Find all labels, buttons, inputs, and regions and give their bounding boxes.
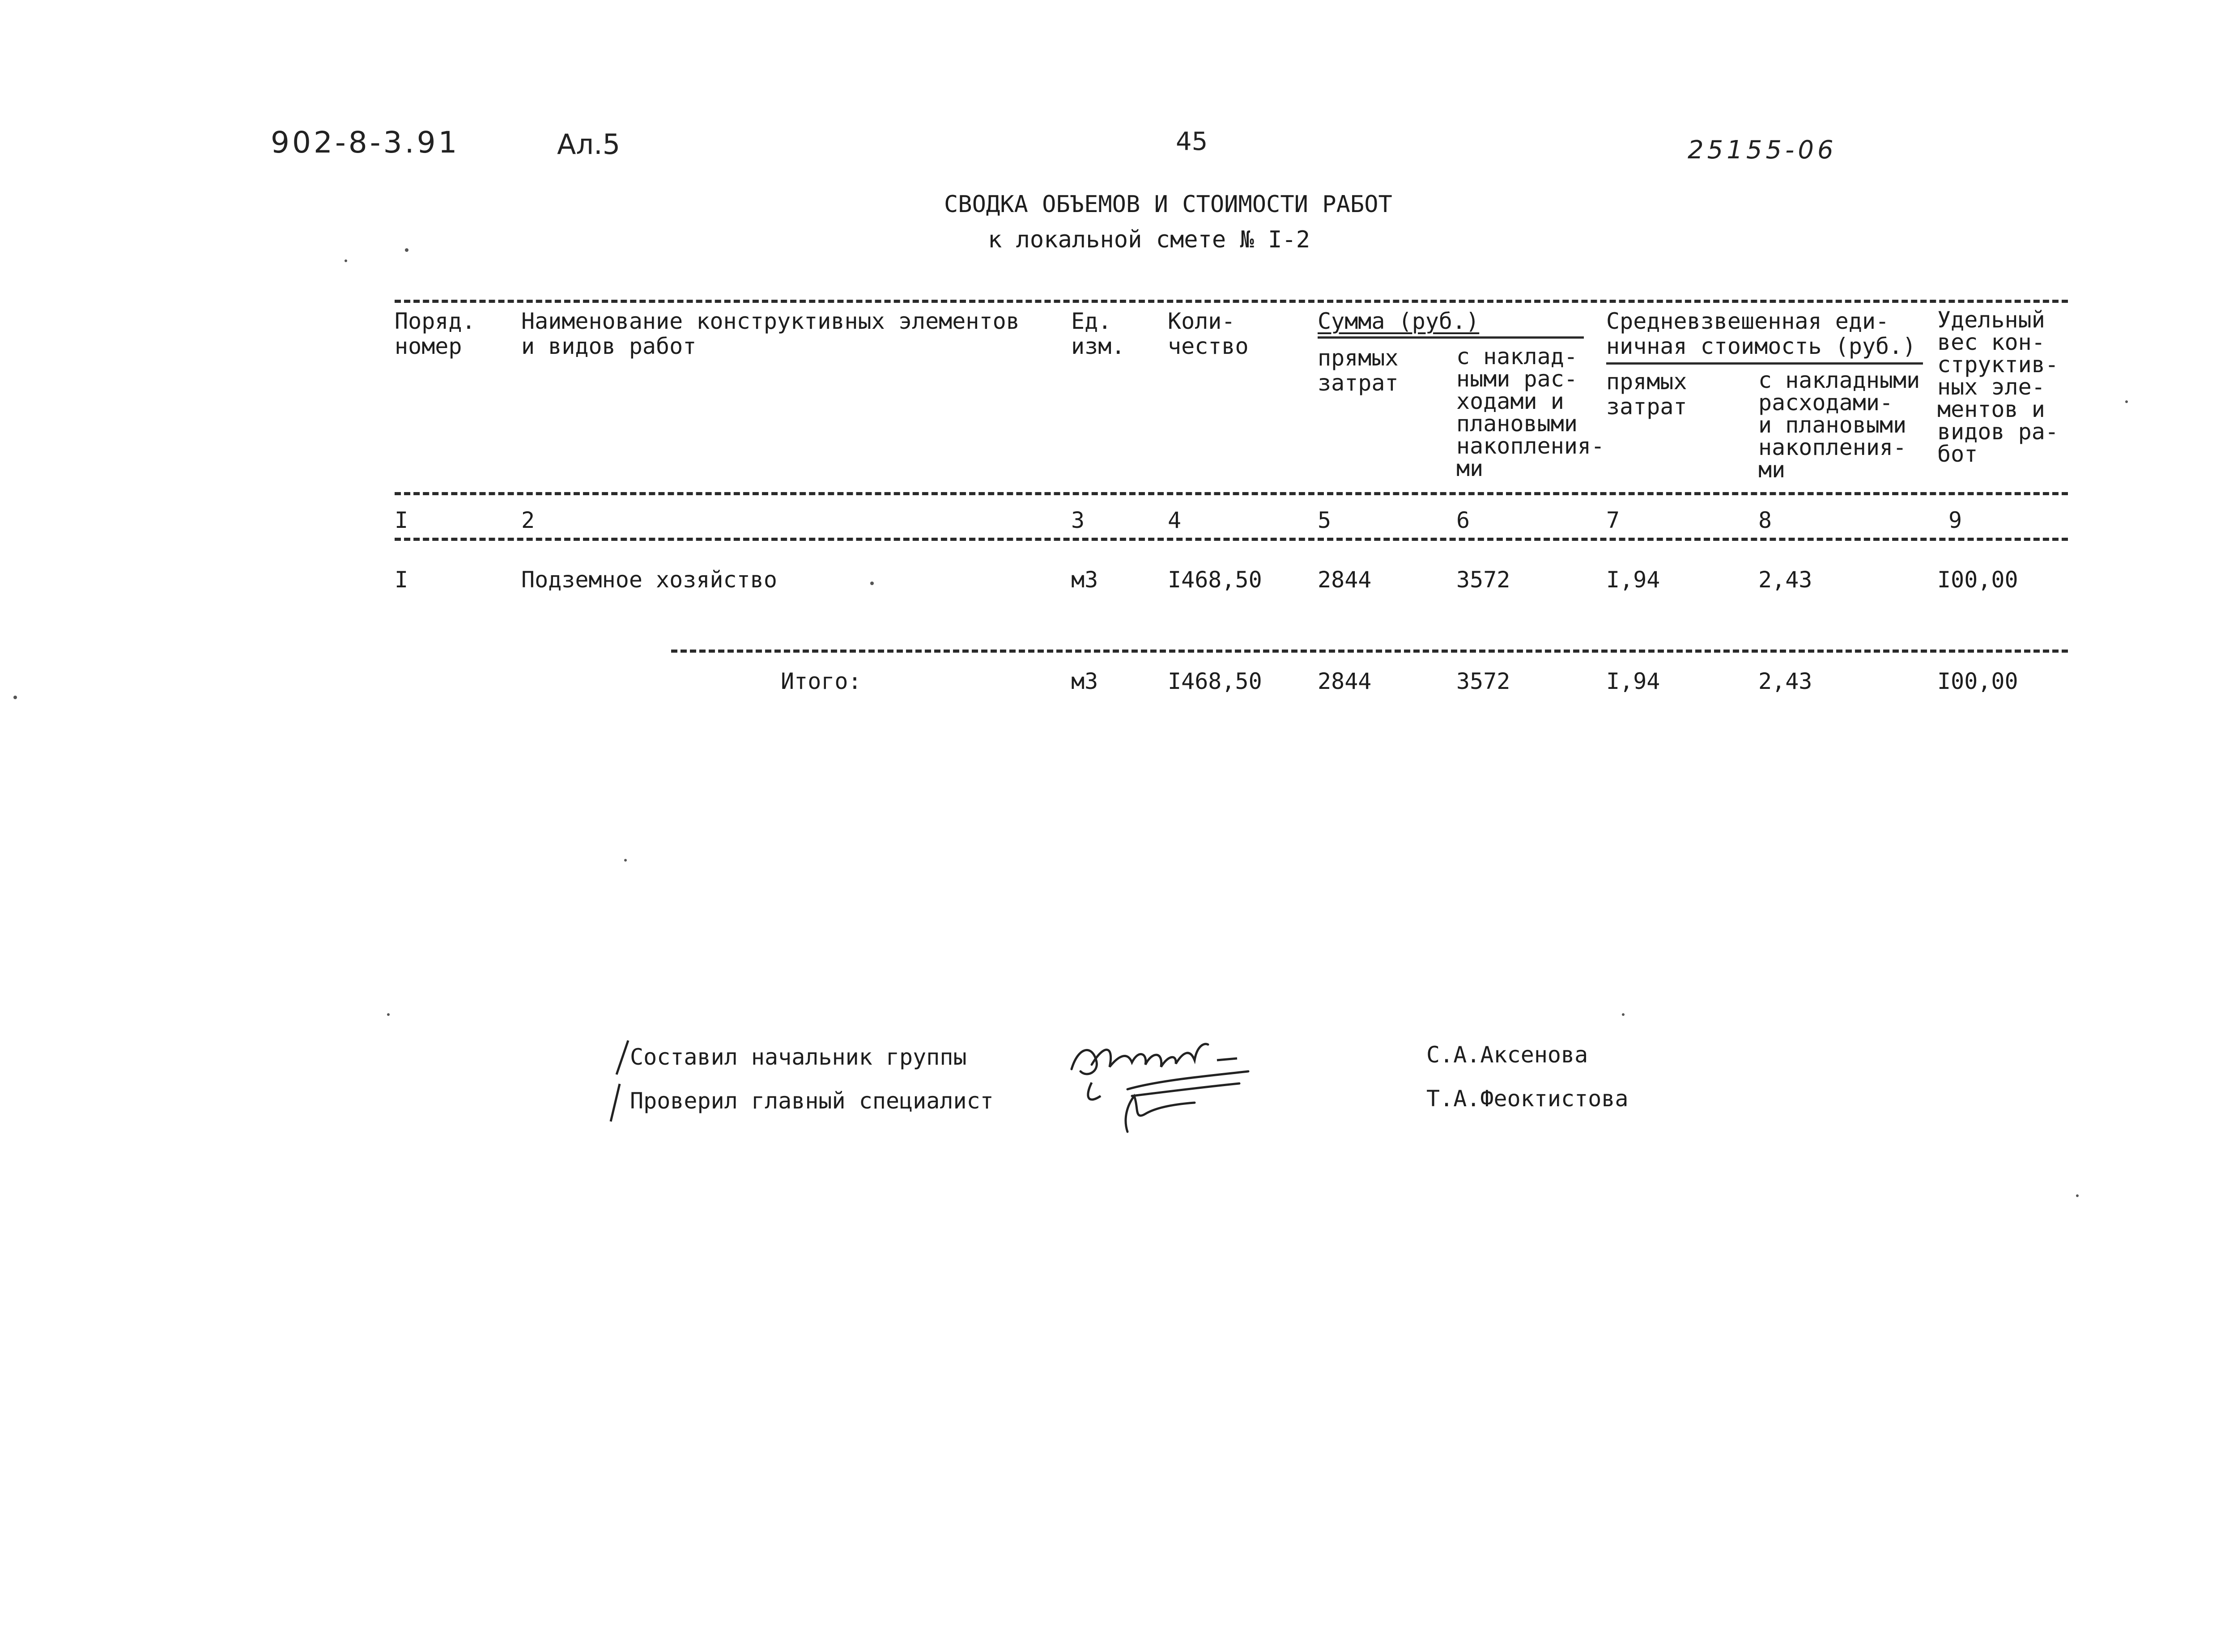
row-avg-direct: I,94	[1606, 567, 1660, 593]
scan-speck	[387, 1013, 390, 1016]
page-title: СВОДКА ОБЪЕМОВ И СТОИМОСТИ РАБОТ	[944, 191, 1392, 218]
scan-speck	[1622, 1013, 1625, 1016]
col-header-name: Наименование конструктивных элементов и видов работ	[521, 308, 1020, 359]
scan-speck	[345, 259, 347, 262]
col-header-share: Удельный вес кон- структив- ных эле- ментов и видов ра- бот	[1937, 307, 2059, 467]
scan-speck	[2076, 1194, 2079, 1197]
row-sum-overhead: 3572	[1456, 567, 1510, 593]
col-header-order: Поряд. номер	[395, 308, 476, 359]
header-top-rule	[395, 300, 2068, 303]
col-number-9: 9	[1948, 507, 1962, 533]
col-header-quantity: Коли- чество	[1168, 308, 1249, 359]
document-code: 902-8-3.91	[271, 125, 460, 160]
row-unit: м3	[1071, 567, 1098, 593]
scan-speck	[13, 696, 17, 699]
total-quantity: I468,50	[1168, 668, 1262, 694]
archive-number: 25155-06	[1688, 136, 1837, 165]
col-number-8: 8	[1758, 507, 1772, 533]
total-label: Итого:	[781, 668, 862, 694]
row-order: I	[395, 567, 408, 593]
col-header-unit: Ед. изм.	[1071, 308, 1125, 359]
total-unit: м3	[1071, 668, 1098, 694]
sheet-label: Ал.5	[557, 128, 621, 161]
signature-image	[1060, 1029, 1257, 1136]
total-share: I00,00	[1937, 668, 2018, 694]
total-sum-overhead: 3572	[1456, 668, 1510, 694]
col-number-6: 6	[1456, 507, 1470, 533]
signer-name-checked: Т.А.Феоктистова	[1426, 1086, 1629, 1112]
col-header-avg-direct: прямых затрат	[1606, 369, 1687, 420]
row-avg-overhead: 2,43	[1758, 567, 1812, 593]
sum-group-rule	[1318, 336, 1584, 339]
row-name: Подземное хозяйство	[521, 567, 777, 593]
col-header-sum-direct: прямых затрат	[1318, 345, 1399, 396]
col-number-2: 2	[521, 507, 535, 533]
row-share: I00,00	[1937, 567, 2018, 593]
col-number-4: 4	[1168, 507, 1182, 533]
signer-role-compiled: Составил начальник группы	[630, 1044, 967, 1070]
column-numbers-rule	[395, 538, 2068, 541]
total-rule	[671, 650, 2068, 653]
scan-speck	[870, 582, 874, 585]
total-avg-overhead: 2,43	[1758, 668, 1812, 694]
total-avg-direct: I,94	[1606, 668, 1660, 694]
page-subtitle: к локальной смете № I-2	[988, 226, 1310, 253]
col-header-avg-group: Средневзвешенная еди- ничная стоимость (руб.)	[1606, 308, 1916, 359]
scan-speck	[405, 248, 408, 252]
col-number-7: 7	[1606, 507, 1620, 533]
col-header-sum-overhead: с наклад- ными рас- ходами и плановыми накопления- ми	[1456, 344, 1605, 481]
col-header-avg-overhead: с накладными расходами- и плановыми накопления- ми	[1758, 367, 1920, 483]
row-sum-direct: 2844	[1318, 567, 1372, 593]
col-number-1: I	[395, 507, 408, 533]
avg-group-rule	[1606, 362, 1923, 365]
scan-speck	[624, 859, 627, 862]
col-number-3: 3	[1071, 507, 1085, 533]
col-header-sum-group: Сумма (руб.)	[1318, 308, 1480, 334]
slash-mark-icon	[606, 1080, 624, 1125]
signer-name-compiled: С.А.Аксенова	[1426, 1042, 1588, 1068]
scan-speck	[2125, 400, 2128, 403]
header-bottom-rule	[395, 492, 2068, 495]
row-quantity: I468,50	[1168, 567, 1262, 593]
signer-role-checked: Проверил главный специалист	[630, 1088, 994, 1114]
total-sum-direct: 2844	[1318, 668, 1372, 694]
page-number: 45	[1176, 127, 1208, 156]
col-number-5: 5	[1318, 507, 1331, 533]
slash-mark-icon	[613, 1038, 631, 1078]
